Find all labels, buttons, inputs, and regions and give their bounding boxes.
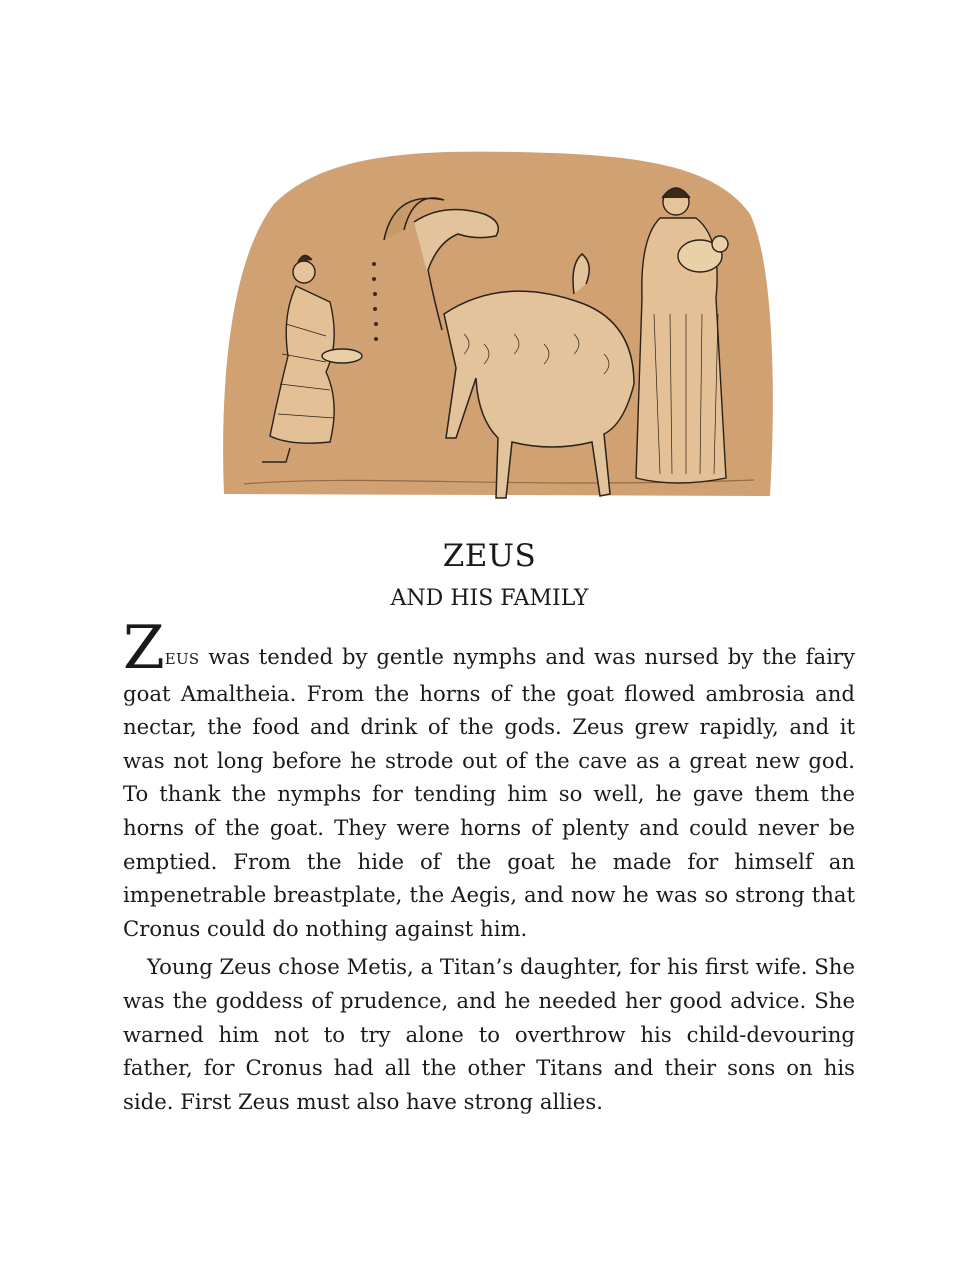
goat-amaltheia-illustration — [214, 144, 780, 510]
chapter-subtitle: AND HIS FAMILY — [390, 586, 589, 611]
paragraph-text: was tended by gentle nymphs and was nursed by the fairy goat Amaltheia. From the horns of the goat flowed ambrosia and nectar, the food and drink of the gods. Zeus grew rapidly, and it was not long before he strode out of the cave as a great new god. To thank the nymphs for tending him so well, he gave them the horns of the goat. They were horns of plenty and could never be emptied. From the hide of the goat he made for himself an impenetrable breastplate, the Aegis, and now he was so strong that Cronus could do nothing against him. — [123, 644, 855, 941]
small-caps-text: EUS — [164, 650, 200, 668]
paragraph-text: Young Zeus chose Metis, a Titan’s daughter, for his first wife. She was the goddess of prudence, and he needed her good advice. She warned him not to try alone to overthrow his child-devouring father, for Cronus had all the other Titans and their sons on his side. First Zeus must also have strong allies. — [123, 954, 855, 1114]
body-text — [123, 613, 855, 1118]
chapter-title: ZEUS — [442, 538, 537, 574]
paragraph — [123, 950, 855, 1118]
drop-cap: Z — [123, 613, 165, 683]
paragraph — [123, 613, 855, 945]
